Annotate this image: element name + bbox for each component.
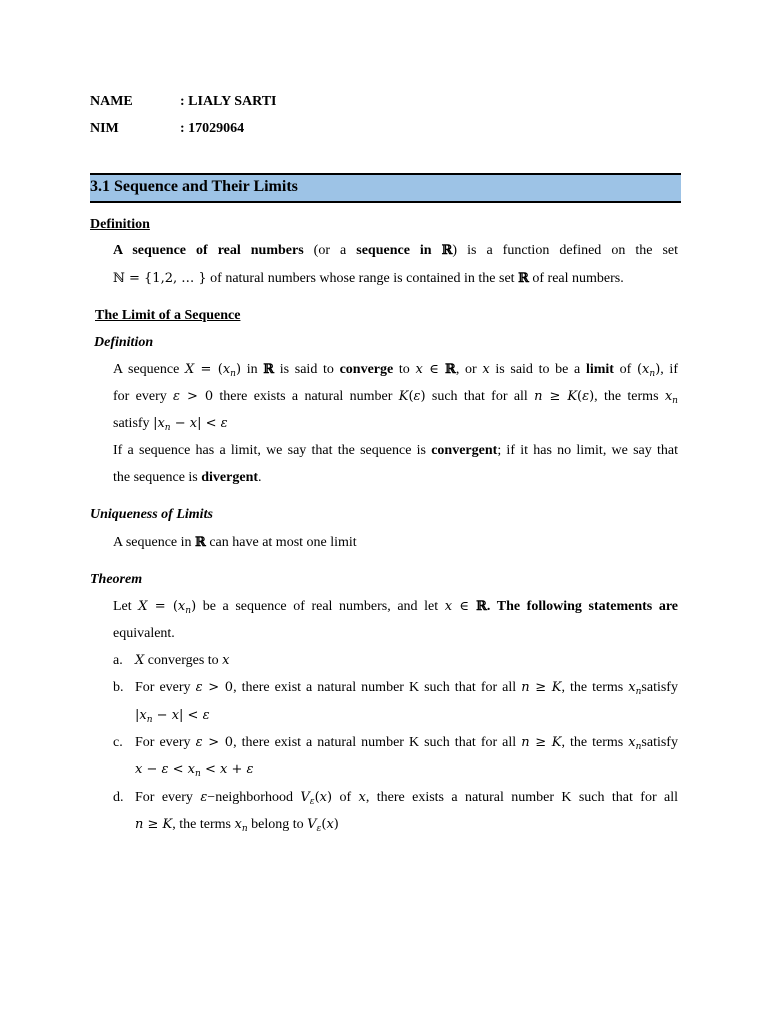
theorem-item-b-marker: b. (113, 680, 124, 695)
nim-label: NIM (90, 121, 119, 136)
uniqueness-heading: Uniqueness of Limits (90, 507, 213, 522)
theorem-item-b-line-2: $|x_n - x| < \varepsilon$ (135, 708, 210, 725)
theorem-item-c-marker: c. (113, 735, 123, 750)
theorem-item-a: X converges to x (135, 653, 230, 668)
limit-line-5: the sequence is divergent. (113, 470, 262, 485)
section-banner (90, 173, 681, 203)
theorem-item-c-line-1: For every ε > 0, there exist a natural number K such that for all n ≥ K, the terms $x_nsatisfy$ (135, 735, 678, 752)
theorem-line-1: Let $X = (x_n)$ be a sequence of real numbers, and let x ∈ ℝ. The following statements are (113, 599, 679, 616)
limit-line-3: satisfy $|x_n - x| < \varepsilon$ (113, 416, 228, 433)
theorem-line-2: equivalent. (113, 626, 175, 641)
theorem-item-c-line-2: $x - \varepsilon < x_n < x + \varepsilon$ (135, 762, 254, 779)
theorem-item-d-line-1: For every ε−neighborhood $V_\varepsilon(x)$ of x, there exists a natural number K such that for all (135, 790, 678, 807)
definition-line-2: ℕ = {1,2, … } of natural numbers whose range is contained in the set ℝ of real numbers. (113, 271, 624, 286)
limit-line-1: A sequence $X = (x_n)$ in ℝ is said to converge to x ∈ ℝ, or x is said to be a limit of $(x_n)$, if (113, 362, 678, 379)
name-label: NAME (90, 94, 133, 109)
section-title: 3.1 Sequence and Their Limits (90, 178, 298, 195)
limit-line-4: If a sequence has a limit, we say that the sequence is convergent; if it has no limit, we say that (113, 443, 679, 458)
name-value: : LIALY SARTI (180, 94, 277, 109)
theorem-item-a-marker: a. (113, 653, 123, 668)
definition-line-1: A sequence of real numbers (or a sequence in ℝ) is a function defined on the set (113, 243, 678, 258)
theorem-item-d-line-2: n ≥ K, the terms $x_n$ belong to $V_\varepsilon(x)$ (135, 817, 339, 834)
theorem-item-d-marker: d. (113, 790, 124, 805)
limit-definition-heading: Definition (94, 335, 154, 350)
nim-value: : 17029064 (180, 121, 245, 136)
definition-heading: Definition (90, 217, 150, 232)
limit-heading: The Limit of a Sequence (95, 308, 241, 323)
theorem-item-b-line-1: For every ε > 0, there exist a natural number K such that for all n ≥ K, the terms $x_nsatisfy$ (135, 680, 678, 697)
limit-line-2: for every ε > 0 there exists a natural number K(ε) such that for all n ≥ K(ε), the terms $x_n$ (113, 389, 678, 406)
theorem-heading: Theorem (90, 572, 143, 587)
uniqueness-text: A sequence in ℝ can have at most one limit (113, 535, 357, 550)
